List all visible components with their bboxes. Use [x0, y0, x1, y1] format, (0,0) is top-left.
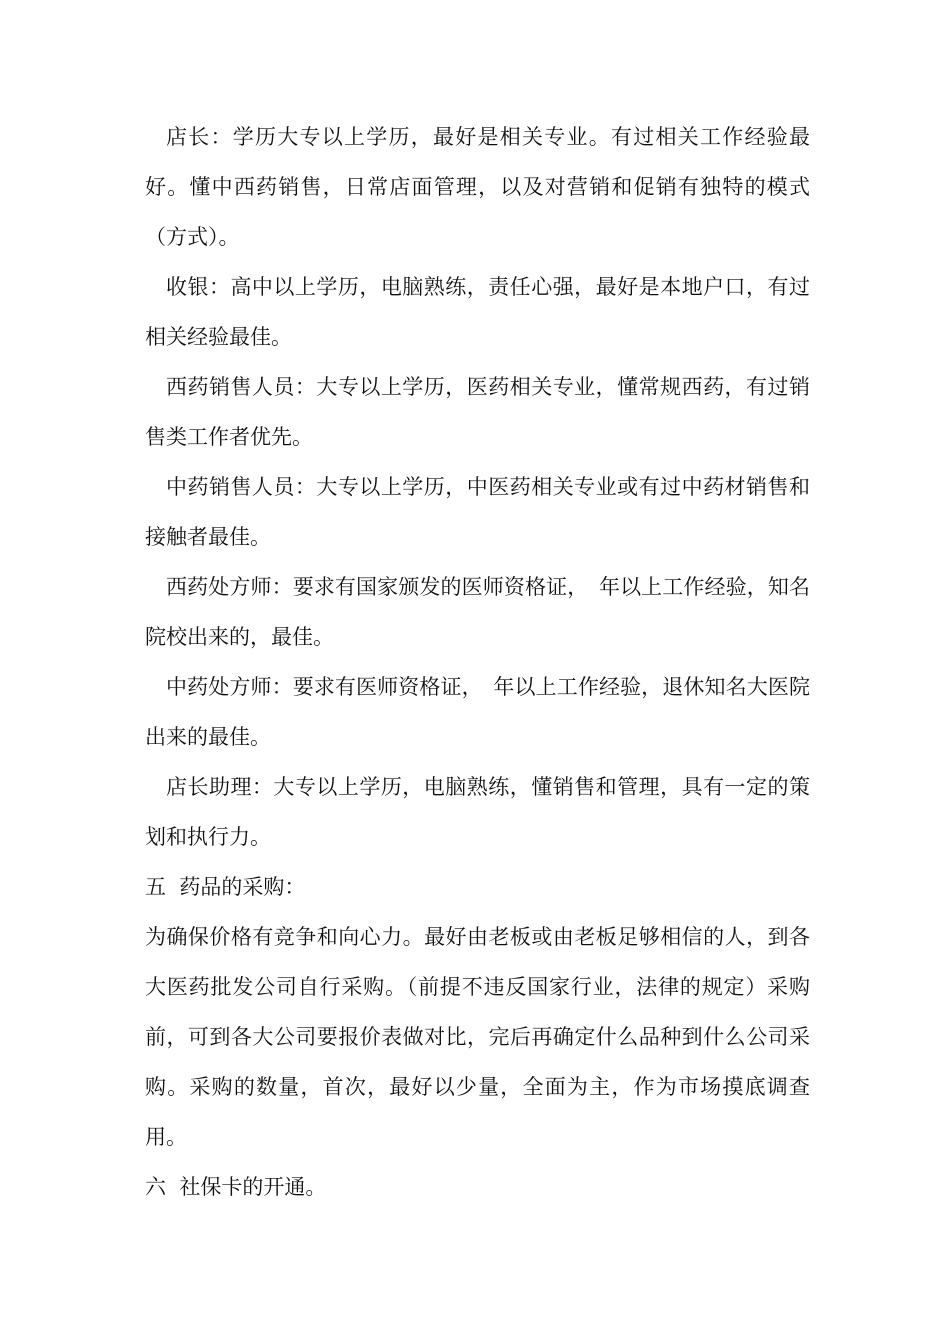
paragraph-assistant-manager: 店长助理：大专以上学历，电脑熟练，懂销售和管理，具有一定的策划和执行力。 [145, 775, 810, 849]
paragraph-western-prescriber: 西药处方师：要求有国家颁发的医师资格证， 年以上工作经验，知名院校出来的，最佳。 [145, 575, 810, 649]
paragraph-procurement: 为确保价格有竞争和向心力。最好由老板或由老板足够相信的人，到各大医药批发公司自行采购。（前提不违反国家行业，法律的规定）采购前，可到各大公司要报价表做对比，完后再确定什么品种到什么公司采购。采购的数量，首次，最好以少量，全面为主，作为市场摸底调查用。 [145, 925, 810, 1149]
paragraph-store-manager: 店长：学历大专以上学历，最好是相关专业。有过相关工作经验最好。懂中西药销售，日常店面管理，以及对营销和促销有独特的模式（方式）。 [145, 125, 810, 249]
section-heading-procurement: 五 药品的采购： [145, 875, 306, 899]
paragraph-chinese-medicine-sales: 中药销售人员：大专以上学历，中医药相关专业或有过中药材销售和接触者最佳。 [145, 475, 810, 549]
section-heading-social-security: 六 社保卡的开通。 [145, 1175, 327, 1199]
paragraph-cashier: 收银：高中以上学历，电脑熟练，责任心强，最好是本地户口，有过相关经验最佳。 [145, 275, 810, 349]
paragraph-western-medicine-sales: 西药销售人员：大专以上学历，医药相关专业，懂常规西药，有过销售类工作者优先。 [145, 375, 810, 449]
document-body [145, 112, 810, 1212]
paragraph-chinese-prescriber: 中药处方师：要求有医师资格证， 年以上工作经验，退休知名大医院出来的最佳。 [145, 675, 810, 749]
